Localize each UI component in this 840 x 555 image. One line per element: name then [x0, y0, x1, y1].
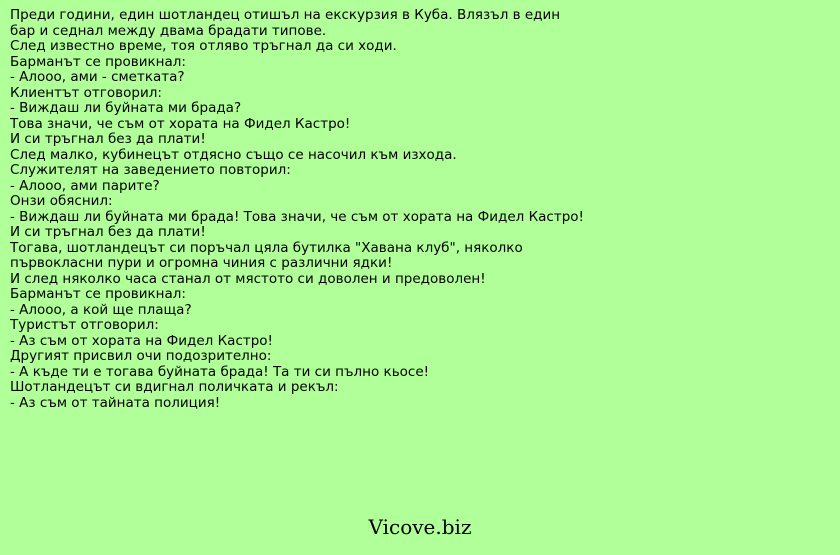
- joke-line: - А къде ти е тогава буйната брада! Та ти си пълно кьосе!: [10, 363, 430, 380]
- joke-line: Барманът се провикнал:: [10, 286, 186, 302]
- site-watermark: Vicove.biz: [368, 515, 472, 539]
- joke-line: Барманът се провикнал:: [10, 53, 186, 70]
- joke-line: Клиентът отговорил:: [10, 84, 162, 101]
- joke-line: Преди години, един шотландец отишъл на екскурзия в Куба. Влязъл в един: [10, 7, 561, 23]
- joke-line: бар и седнал между двама брадати типове.: [10, 22, 327, 39]
- joke-line: - Алооо, ами - сметката?: [10, 69, 185, 85]
- joke-line: първокласни пури и огромна чиния с различни ядки!: [10, 255, 393, 271]
- joke-line: - Аз съм от тайната полиция!: [10, 394, 221, 411]
- joke-line: Онзи обяснил:: [10, 193, 113, 209]
- joke-line: Шотландецът си вдигнал поличката и рекъл:: [10, 379, 339, 395]
- joke-line: След малко, кубинецът отдясно също се насочил към изхода.: [10, 146, 457, 163]
- joke-line: Това значи, че съм от хората на Фидел Кастро!: [10, 115, 351, 132]
- joke-line: - Аз съм от хората на Фидел Кастро!: [10, 332, 273, 349]
- joke-line: Тогава, шотландецът си поръчал цяла бутилка "Хавана клуб", няколко: [10, 239, 523, 256]
- joke-line: Служителят на заведението повторил:: [10, 162, 291, 178]
- joke-line: И си тръгнал без да плати!: [10, 131, 206, 147]
- joke-line: Другият присвил очи подозрително:: [10, 348, 272, 364]
- joke-line: И си тръгнал без да плати!: [10, 224, 206, 240]
- joke-line: И след няколко часа станал от мястото си доволен и предоволен!: [10, 270, 486, 287]
- joke-text: [10, 8, 830, 411]
- joke-line: - Виждаш ли буйната ми брада?: [10, 100, 242, 116]
- joke-line: - Алооо, а кой ще плаща?: [10, 301, 192, 318]
- joke-line: Туристът отговорил:: [10, 317, 159, 333]
- joke-line: След известно време, тоя отляво тръгнал да си ходи.: [10, 38, 397, 54]
- joke-line: - Алооо, ами парите?: [10, 177, 160, 194]
- joke-line: - Виждаш ли буйната ми брада! Това значи, че съм от хората на Фидел Кастро!: [10, 208, 584, 225]
